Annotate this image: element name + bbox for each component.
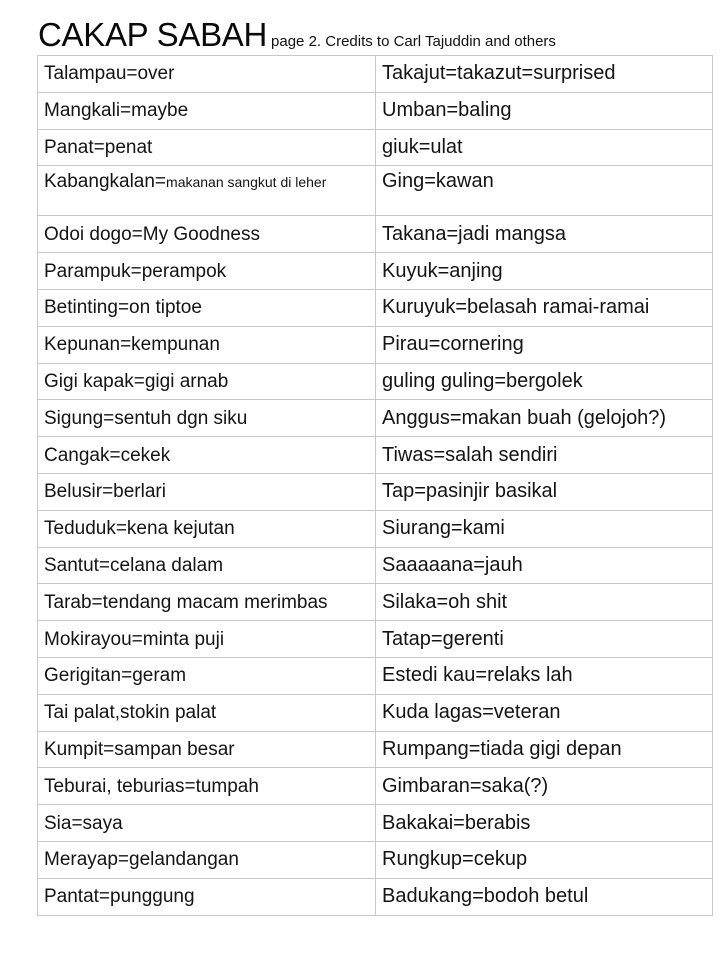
term-cell-left: Cangak=cekek [38,437,376,474]
term-cell-left: Merayap=gelandangan [38,841,376,878]
table-row [38,878,713,915]
table-row [38,326,713,363]
table-row [38,289,713,326]
term-cell-right: Umban=baling [376,92,713,129]
table-row [38,841,713,878]
term-cell-right: Kuruyuk=belasah ramai-ramai [376,289,713,326]
term-cell-right: Siurang=kami [376,510,713,547]
table-row [38,56,713,93]
table-row [38,437,713,474]
term-cell-right: Silaka=oh shit [376,584,713,621]
term-cell-left: Gerigitan=geram [38,657,376,694]
term-cell-left: Parampuk=perampok [38,253,376,290]
term-cell-left: Sigung=sentuh dgn siku [38,400,376,437]
term-cell-right: Bakakai=berabis [376,805,713,842]
term-cell-left: Betinting=on tiptoe [38,289,376,326]
table-row [38,400,713,437]
term-cell-left: Belusir=berlari [38,473,376,510]
term-cell-left: Talampau=over [38,56,376,93]
vocabulary-table [37,55,713,916]
term-cell-right: Estedi kau=relaks lah [376,657,713,694]
table-row [38,129,713,166]
table-row [38,547,713,584]
page-header [38,16,556,54]
term-cell-left: Sia=saya [38,805,376,842]
term-cell-left: Kepunan=kempunan [38,326,376,363]
term-cell-left: Mangkali=maybe [38,92,376,129]
table-row [38,694,713,731]
term-cell-left: Odoi dogo=My Goodness [38,216,376,253]
table-row [38,805,713,842]
page-subtitle: page 2. Credits to Carl Tajuddin and others [271,33,556,50]
term-cell-right: giuk=ulat [376,129,713,166]
term-cell-left: Tai palat,stokin palat [38,694,376,731]
table-row [38,216,713,253]
term-cell-right: Badukang=bodoh betul [376,878,713,915]
table-row [38,768,713,805]
term-cell-right: Tap=pasinjir basikal [376,473,713,510]
term-cell-right: Kuyuk=anjing [376,253,713,290]
page-title: CAKAP SABAH [38,16,268,53]
term-cell-left: Mokirayou=minta puji [38,621,376,658]
table-row [38,731,713,768]
term-cell-left: Teburai, teburias=tumpah [38,768,376,805]
term-cell-left: Pantat=punggung [38,878,376,915]
term-cell-left: Santut=celana dalam [38,547,376,584]
term-cell-right: Takana=jadi mangsa [376,216,713,253]
term-cell-right: Saaaaana=jauh [376,547,713,584]
table-row [38,253,713,290]
table-row [38,363,713,400]
vocabulary-table-body [38,56,713,916]
table-row [38,473,713,510]
term-cell-right: Anggus=makan buah (gelojoh?) [376,400,713,437]
term-cell-left: Teduduk=kena kejutan [38,510,376,547]
term-cell-right: Tiwas=salah sendiri [376,437,713,474]
term-cell-right: Rungkup=cekup [376,841,713,878]
term-cell-left [38,166,376,216]
table-row [38,584,713,621]
term-cell-right: Pirau=cornering [376,326,713,363]
term-cell-right: Kuda lagas=veteran [376,694,713,731]
term-cell-left: Kumpit=sampan besar [38,731,376,768]
term-definition-small: makanan sangkut di leher [166,174,327,191]
table-row [38,166,713,216]
table-row [38,657,713,694]
table-row [38,621,713,658]
term-cell-right: guling guling=bergolek [376,363,713,400]
term-cell-right: Tatap=gerenti [376,621,713,658]
table-row [38,510,713,547]
term-cell-left: Panat=penat [38,129,376,166]
term-word: Kabangkalan= [44,171,167,193]
term-cell-left: Gigi kapak=gigi arnab [38,363,376,400]
table-row [38,92,713,129]
term-cell-right: Gimbaran=saka(?) [376,768,713,805]
term-cell-right: Rumpang=tiada gigi depan [376,731,713,768]
term-cell-right: Takajut=takazut=surprised [376,56,713,93]
term-cell-right: Ging=kawan [376,166,713,216]
term-cell-left: Tarab=tendang macam merimbas [38,584,376,621]
